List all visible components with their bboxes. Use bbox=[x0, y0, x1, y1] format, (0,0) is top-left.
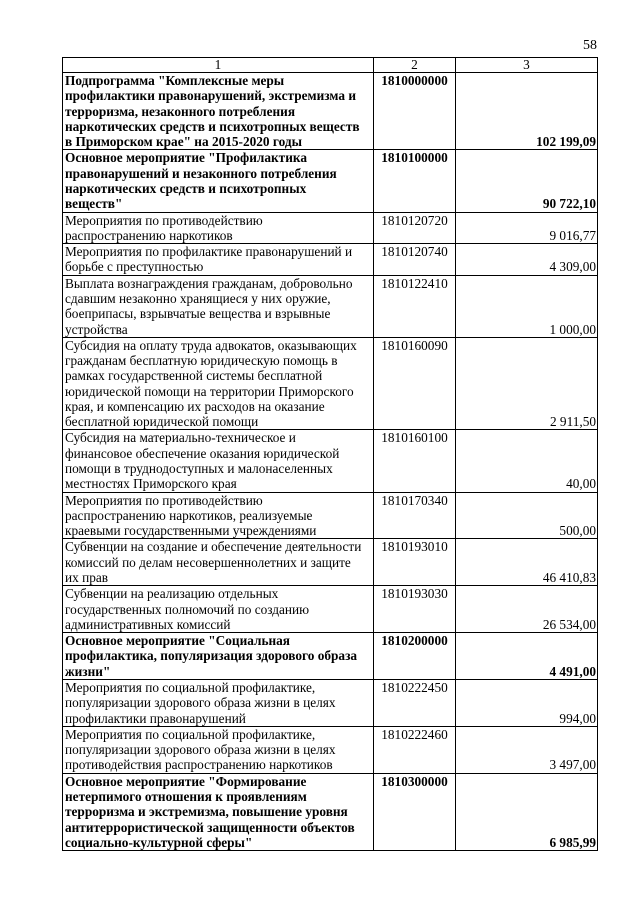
row-code: 1810120720 bbox=[374, 212, 456, 244]
description-line: местностях Приморского края bbox=[65, 476, 237, 492]
row-amount: 90 722,10 bbox=[456, 150, 598, 212]
row-code: 1810193010 bbox=[374, 539, 456, 586]
row-description bbox=[63, 150, 374, 212]
description-line: края, и компенсацию их расходов на оказание bbox=[65, 398, 325, 414]
page-number: 58 bbox=[583, 38, 597, 53]
table-row bbox=[63, 430, 598, 492]
description-line: веществ" bbox=[65, 196, 123, 212]
description-line: Субсидия на оплату труда адвокатов, оказывающих bbox=[65, 337, 357, 353]
table-row bbox=[63, 679, 598, 726]
row-description bbox=[63, 337, 374, 430]
description-line: Субсидия на материально-техническое и bbox=[65, 430, 296, 446]
row-code: 1810100000 bbox=[374, 150, 456, 212]
row-code: 1810160090 bbox=[374, 337, 456, 430]
row-amount: 2 911,50 bbox=[456, 337, 598, 430]
table-row bbox=[63, 726, 598, 773]
column-header-2: 2 bbox=[374, 58, 456, 73]
row-amount: 46 410,83 bbox=[456, 539, 598, 586]
table-row bbox=[63, 586, 598, 633]
table-body bbox=[63, 73, 598, 851]
description-line: боеприпасы, взрывчатые вещества и взрывные bbox=[65, 306, 331, 322]
description-line: административных комиссий bbox=[65, 616, 231, 632]
description-line: наркотических средств и психотропных веществ bbox=[65, 118, 360, 134]
row-description bbox=[63, 726, 374, 773]
description-line: в Приморском крае" на 2015-2020 годы bbox=[65, 134, 302, 150]
description-line: Основное мероприятие "Социальная bbox=[65, 633, 290, 649]
row-amount: 994,00 bbox=[456, 679, 598, 726]
description-line: борьбе с преступностью bbox=[65, 259, 204, 275]
row-description bbox=[63, 275, 374, 337]
description-line: наркотических средств и психотропных bbox=[65, 180, 307, 196]
row-description bbox=[63, 773, 374, 850]
row-amount: 102 199,09 bbox=[456, 73, 598, 150]
description-line: Субвенции на реализацию отдельных bbox=[65, 586, 279, 602]
table-row bbox=[63, 244, 598, 276]
table-row bbox=[63, 633, 598, 680]
description-line: профилактики правонарушений, экстремизма и bbox=[65, 88, 356, 104]
description-line: нетерпимого отношения к проявлениям bbox=[65, 788, 307, 804]
row-description bbox=[63, 73, 374, 150]
description-line: антитеррористической защищенности объектов bbox=[65, 819, 355, 835]
description-line: популяризации здорового образа жизни в целях bbox=[65, 695, 336, 711]
table-row bbox=[63, 539, 598, 586]
table-row bbox=[63, 212, 598, 244]
budget-table bbox=[62, 57, 598, 851]
description-line: Мероприятия по социальной профилактике, bbox=[65, 726, 316, 742]
column-header-3: 3 bbox=[456, 58, 598, 73]
description-line: терроризма, незаконного потребления bbox=[65, 103, 296, 119]
row-amount: 4 491,00 bbox=[456, 633, 598, 680]
row-description bbox=[63, 586, 374, 633]
row-description bbox=[63, 492, 374, 539]
description-line: Субвенции на создание и обеспечение деятельности bbox=[65, 539, 362, 555]
table-row bbox=[63, 275, 598, 337]
description-line: Основное мероприятие "Формирование bbox=[65, 773, 307, 789]
row-code: 1810120740 bbox=[374, 244, 456, 276]
column-header-1: 1 bbox=[63, 58, 374, 73]
description-line: сдавшим незаконно хранящиеся у них оружие, bbox=[65, 290, 331, 306]
description-line: юридической помощи на территории Приморского bbox=[65, 383, 354, 399]
row-amount: 500,00 bbox=[456, 492, 598, 539]
row-amount: 40,00 bbox=[456, 430, 598, 492]
description-line: гражданам бесплатную юридическую помощь в bbox=[65, 353, 338, 369]
table-row bbox=[63, 337, 598, 430]
description-line: устройства bbox=[65, 321, 128, 337]
row-amount: 3 497,00 bbox=[456, 726, 598, 773]
row-code: 1810000000 bbox=[374, 73, 456, 150]
row-description bbox=[63, 430, 374, 492]
table-row bbox=[63, 773, 598, 850]
row-amount: 6 985,99 bbox=[456, 773, 598, 850]
description-line: их прав bbox=[65, 570, 109, 585]
row-code: 1810200000 bbox=[374, 633, 456, 680]
row-code: 1810300000 bbox=[374, 773, 456, 850]
row-code: 1810193030 bbox=[374, 586, 456, 633]
row-amount: 1 000,00 bbox=[456, 275, 598, 337]
description-line: Подпрограмма "Комплексные меры bbox=[65, 73, 285, 88]
description-line: государственных полномочий по созданию bbox=[65, 601, 310, 617]
description-line: распространению наркотиков, реализуемые bbox=[65, 507, 313, 523]
description-line: комиссий по делам несовершеннолетних и защите bbox=[65, 554, 351, 570]
description-line: противодействия распространению наркотиков bbox=[65, 757, 333, 773]
description-line: Выплата вознаграждения гражданам, добровольно bbox=[65, 275, 353, 291]
description-line: популяризации здорового образа жизни в целях bbox=[65, 742, 336, 758]
description-line: жизни" bbox=[65, 663, 111, 679]
description-line: Мероприятия по противодействию bbox=[65, 212, 263, 228]
row-code: 1810222450 bbox=[374, 679, 456, 726]
description-line: краевыми государственными учреждениями bbox=[65, 523, 317, 539]
description-line: Мероприятия по противодействию bbox=[65, 492, 263, 508]
description-line: Основное мероприятие "Профилактика bbox=[65, 150, 307, 166]
description-line: финансовое обеспечение оказания юридической bbox=[65, 445, 340, 461]
row-description bbox=[63, 633, 374, 680]
description-line: социально-культурной сферы" bbox=[65, 834, 253, 850]
table-row bbox=[63, 150, 598, 212]
description-line: профилактики правонарушений bbox=[65, 710, 246, 726]
row-description bbox=[63, 679, 374, 726]
description-line: бесплатной юридической помощи bbox=[65, 414, 259, 430]
description-line: распространению наркотиков bbox=[65, 227, 233, 243]
row-description bbox=[63, 212, 374, 244]
row-amount: 9 016,77 bbox=[456, 212, 598, 244]
description-line: профилактика, популяризация здорового образа bbox=[65, 648, 358, 664]
row-amount: 4 309,00 bbox=[456, 244, 598, 276]
table-row bbox=[63, 492, 598, 539]
row-code: 1810170340 bbox=[374, 492, 456, 539]
description-line: Мероприятия по социальной профилактике, bbox=[65, 679, 316, 695]
description-line: правонарушений и незаконного потребления bbox=[65, 165, 337, 181]
description-line: помощи в труднодоступных и малонаселенных bbox=[65, 461, 333, 477]
row-amount: 26 534,00 bbox=[456, 586, 598, 633]
table-row bbox=[63, 73, 598, 150]
row-code: 1810122410 bbox=[374, 275, 456, 337]
description-line: Мероприятия по профилактике правонарушений и bbox=[65, 244, 353, 260]
row-description bbox=[63, 244, 374, 276]
row-code: 1810160100 bbox=[374, 430, 456, 492]
row-description bbox=[63, 539, 374, 586]
header-row bbox=[63, 58, 598, 73]
description-line: терроризма и экстремизма, повышение уровня bbox=[65, 804, 348, 820]
row-code: 1810222460 bbox=[374, 726, 456, 773]
description-line: рамках государственной системы бесплатной bbox=[65, 368, 323, 384]
